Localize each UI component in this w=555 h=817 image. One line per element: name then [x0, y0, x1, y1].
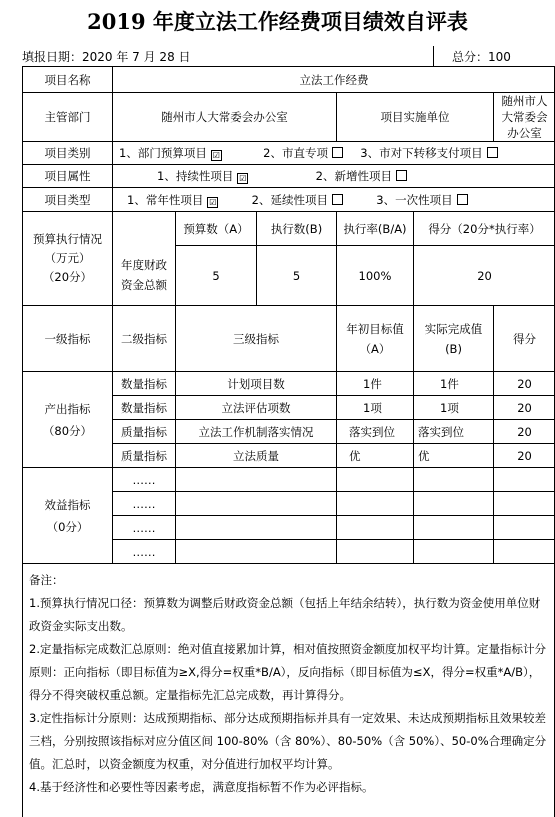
empty-cell	[337, 516, 414, 540]
checkbox-icon[interactable]	[396, 170, 407, 181]
budget-label-line3: （20分）	[42, 270, 93, 284]
budget-label-line1: 预算执行情况	[33, 232, 102, 246]
category-opt3: 3、市对下转移支付项目	[360, 146, 483, 160]
type-row	[23, 188, 555, 212]
note-4: 4.基于经济性和必要性等因素考虑，满意度指标暂不作为必评指标。	[29, 780, 374, 794]
actual-header-line2: (B)	[445, 341, 462, 356]
row-actual: 1件	[414, 372, 494, 396]
table-row	[23, 468, 555, 492]
note-1: 1.预算执行情况口径：预算数为调整后财政资金总额（包括上年结余结转），执行数为资金使用单位财政资金实际支出数。	[29, 596, 541, 633]
row-score: 20	[494, 420, 555, 444]
row-score: 20	[494, 444, 555, 468]
checkbox-icon[interactable]	[332, 147, 343, 158]
note-2: 2.定量指标完成数汇总原则：绝对值直接累加计算，相对值按照资金额度加权平均计算。定量指标计分原则：正向指标（即目标值为≥X,得分=权重*B/A），反向指标（即目标值为≤X，得分=权重*A/B），得分不得突破权重总额。定量指标先汇总完成数，再计算得分。	[29, 642, 546, 702]
empty-cell	[337, 468, 414, 492]
level3-header: 三级指标	[176, 306, 337, 372]
dept-value: 随州市人大常委会办公室	[113, 93, 337, 142]
checkbox-icon[interactable]	[487, 147, 498, 158]
category-opt2: 2、市直专项	[263, 146, 328, 160]
row-level3: 立法质量	[176, 444, 337, 468]
row-target: 1项	[337, 396, 414, 420]
category-options	[113, 142, 555, 165]
budget-header-row	[23, 212, 555, 246]
budget-value: 5	[176, 246, 257, 306]
empty-cell	[176, 540, 337, 564]
row-score: 20	[494, 396, 555, 420]
benefit-label	[23, 468, 113, 564]
row-placeholder: ……	[113, 540, 176, 564]
row-level3: 计划项目数	[176, 372, 337, 396]
row-actual: 1项	[414, 396, 494, 420]
budget-label	[23, 212, 113, 306]
category-opt1: 1、部门预算项目	[119, 146, 207, 160]
fill-date: 填报日期：2020 年 7 月 28 日	[22, 50, 191, 64]
table-row	[23, 372, 555, 396]
col-rate-header: 执行率(B/A)	[337, 212, 414, 246]
target-header-line2: （A）	[359, 341, 391, 356]
evaluation-table	[22, 66, 555, 564]
rate-value: 100%	[337, 246, 414, 306]
empty-cell	[494, 540, 555, 564]
output-label	[23, 372, 113, 468]
empty-cell	[414, 540, 494, 564]
project-name-label: 项目名称	[23, 67, 113, 93]
row-level2: 质量指标	[113, 420, 176, 444]
checkbox-icon[interactable]: ☑	[209, 197, 217, 207]
target-header-line1: 年初目标值	[346, 321, 404, 336]
empty-cell	[176, 516, 337, 540]
attribute-label: 项目属性	[23, 165, 113, 188]
empty-cell	[494, 468, 555, 492]
attribute-opt2: 2、新增性项目	[315, 169, 392, 183]
attribute-options	[113, 165, 555, 188]
empty-cell	[414, 492, 494, 516]
type-opt1: 1、常年性项目	[127, 192, 204, 207]
budget-label-line2: （万元）	[44, 251, 91, 265]
checkbox-icon[interactable]: ☑	[239, 174, 247, 183]
row-level2: 质量指标	[113, 444, 176, 468]
output-label-line2: （80分）	[42, 423, 93, 438]
meta-divider	[433, 46, 434, 66]
attribute-opt1: 1、持续性项目	[157, 169, 234, 183]
empty-cell	[176, 492, 337, 516]
project-name-row	[23, 67, 555, 93]
empty-cell	[494, 492, 555, 516]
actual-header-line1: 实际完成值	[424, 321, 483, 336]
type-label: 项目类型	[23, 188, 113, 212]
budget-score-value: 20	[414, 246, 555, 306]
category-label: 项目类别	[23, 142, 113, 165]
col-exec-header: 执行数(B)	[257, 212, 337, 246]
empty-cell	[176, 468, 337, 492]
type-opt3: 3、一次性项目	[376, 192, 453, 207]
row-level3: 立法评估项数	[176, 396, 337, 420]
budget-row-label	[113, 246, 176, 306]
impl-unit-value: 随州市人大常委会办公室	[494, 93, 555, 142]
level2-header: 二级指标	[113, 306, 176, 372]
row-placeholder: ……	[113, 492, 176, 516]
attribute-row	[23, 165, 555, 188]
empty-cell	[414, 468, 494, 492]
empty-cell	[494, 516, 555, 540]
benefit-label-line1: 效益指标	[44, 497, 91, 512]
indicator-header-row	[23, 306, 555, 372]
row-actual: 落实到位	[414, 420, 494, 444]
page-title: 2019 年度立法工作经费项目绩效自评表	[87, 9, 468, 34]
col-score-header: 得分（20分*执行率）	[414, 212, 555, 246]
row-actual: 优	[414, 444, 494, 468]
category-row	[23, 142, 555, 165]
notes-heading: 备注：	[29, 573, 64, 587]
level1-header: 一级指标	[23, 306, 113, 372]
row-level2: 数量指标	[113, 396, 176, 420]
row-score: 20	[494, 372, 555, 396]
checkbox-icon[interactable]	[457, 194, 468, 205]
row-target: 1件	[337, 372, 414, 396]
benefit-label-line2: （0分）	[46, 519, 89, 534]
row-target: 落实到位	[337, 420, 414, 444]
report-meta	[22, 46, 555, 66]
row-level2: 数量指标	[113, 372, 176, 396]
type-options	[113, 188, 555, 212]
empty-cell	[337, 492, 414, 516]
note-3: 3.定性指标计分原则：达成预期指标、部分达成预期指标并具有一定效果、未达成预期指标且效果较差三档，分别按照该指标对应分值区间 100-80%（含 80%）、80-50%（含 50%）、50-0%合理确定分值。汇总时，以资金额度为权重，对分值进行加权平均计算。	[29, 711, 547, 771]
score-header: 得分	[494, 306, 555, 372]
checkbox-icon[interactable]: ☑	[212, 151, 220, 160]
row-target: 优	[337, 444, 414, 468]
row-placeholder: ……	[113, 516, 176, 540]
row-placeholder: ……	[113, 468, 176, 492]
col-budget-header: 预算数（A）	[176, 212, 257, 246]
budget-row-label-line2: 资金总额	[121, 278, 167, 293]
target-header	[337, 306, 414, 372]
empty-cell	[414, 516, 494, 540]
type-opt2: 2、延续性项目	[251, 192, 328, 207]
actual-header	[414, 306, 494, 372]
impl-unit-label: 项目实施单位	[337, 93, 494, 142]
total-score: 总分：100	[452, 50, 511, 64]
project-name-value: 立法工作经费	[113, 67, 555, 93]
budget-blank-cell	[113, 212, 176, 246]
notes-section	[22, 563, 555, 817]
output-label-line1: 产出指标	[44, 401, 91, 416]
exec-value: 5	[257, 246, 337, 306]
budget-row-label-line1: 年度财政	[121, 258, 167, 273]
checkbox-icon[interactable]	[332, 194, 343, 205]
row-level3: 立法工作机制落实情况	[176, 420, 337, 444]
department-row	[23, 93, 555, 142]
empty-cell	[337, 540, 414, 564]
dept-label: 主管部门	[23, 93, 113, 142]
